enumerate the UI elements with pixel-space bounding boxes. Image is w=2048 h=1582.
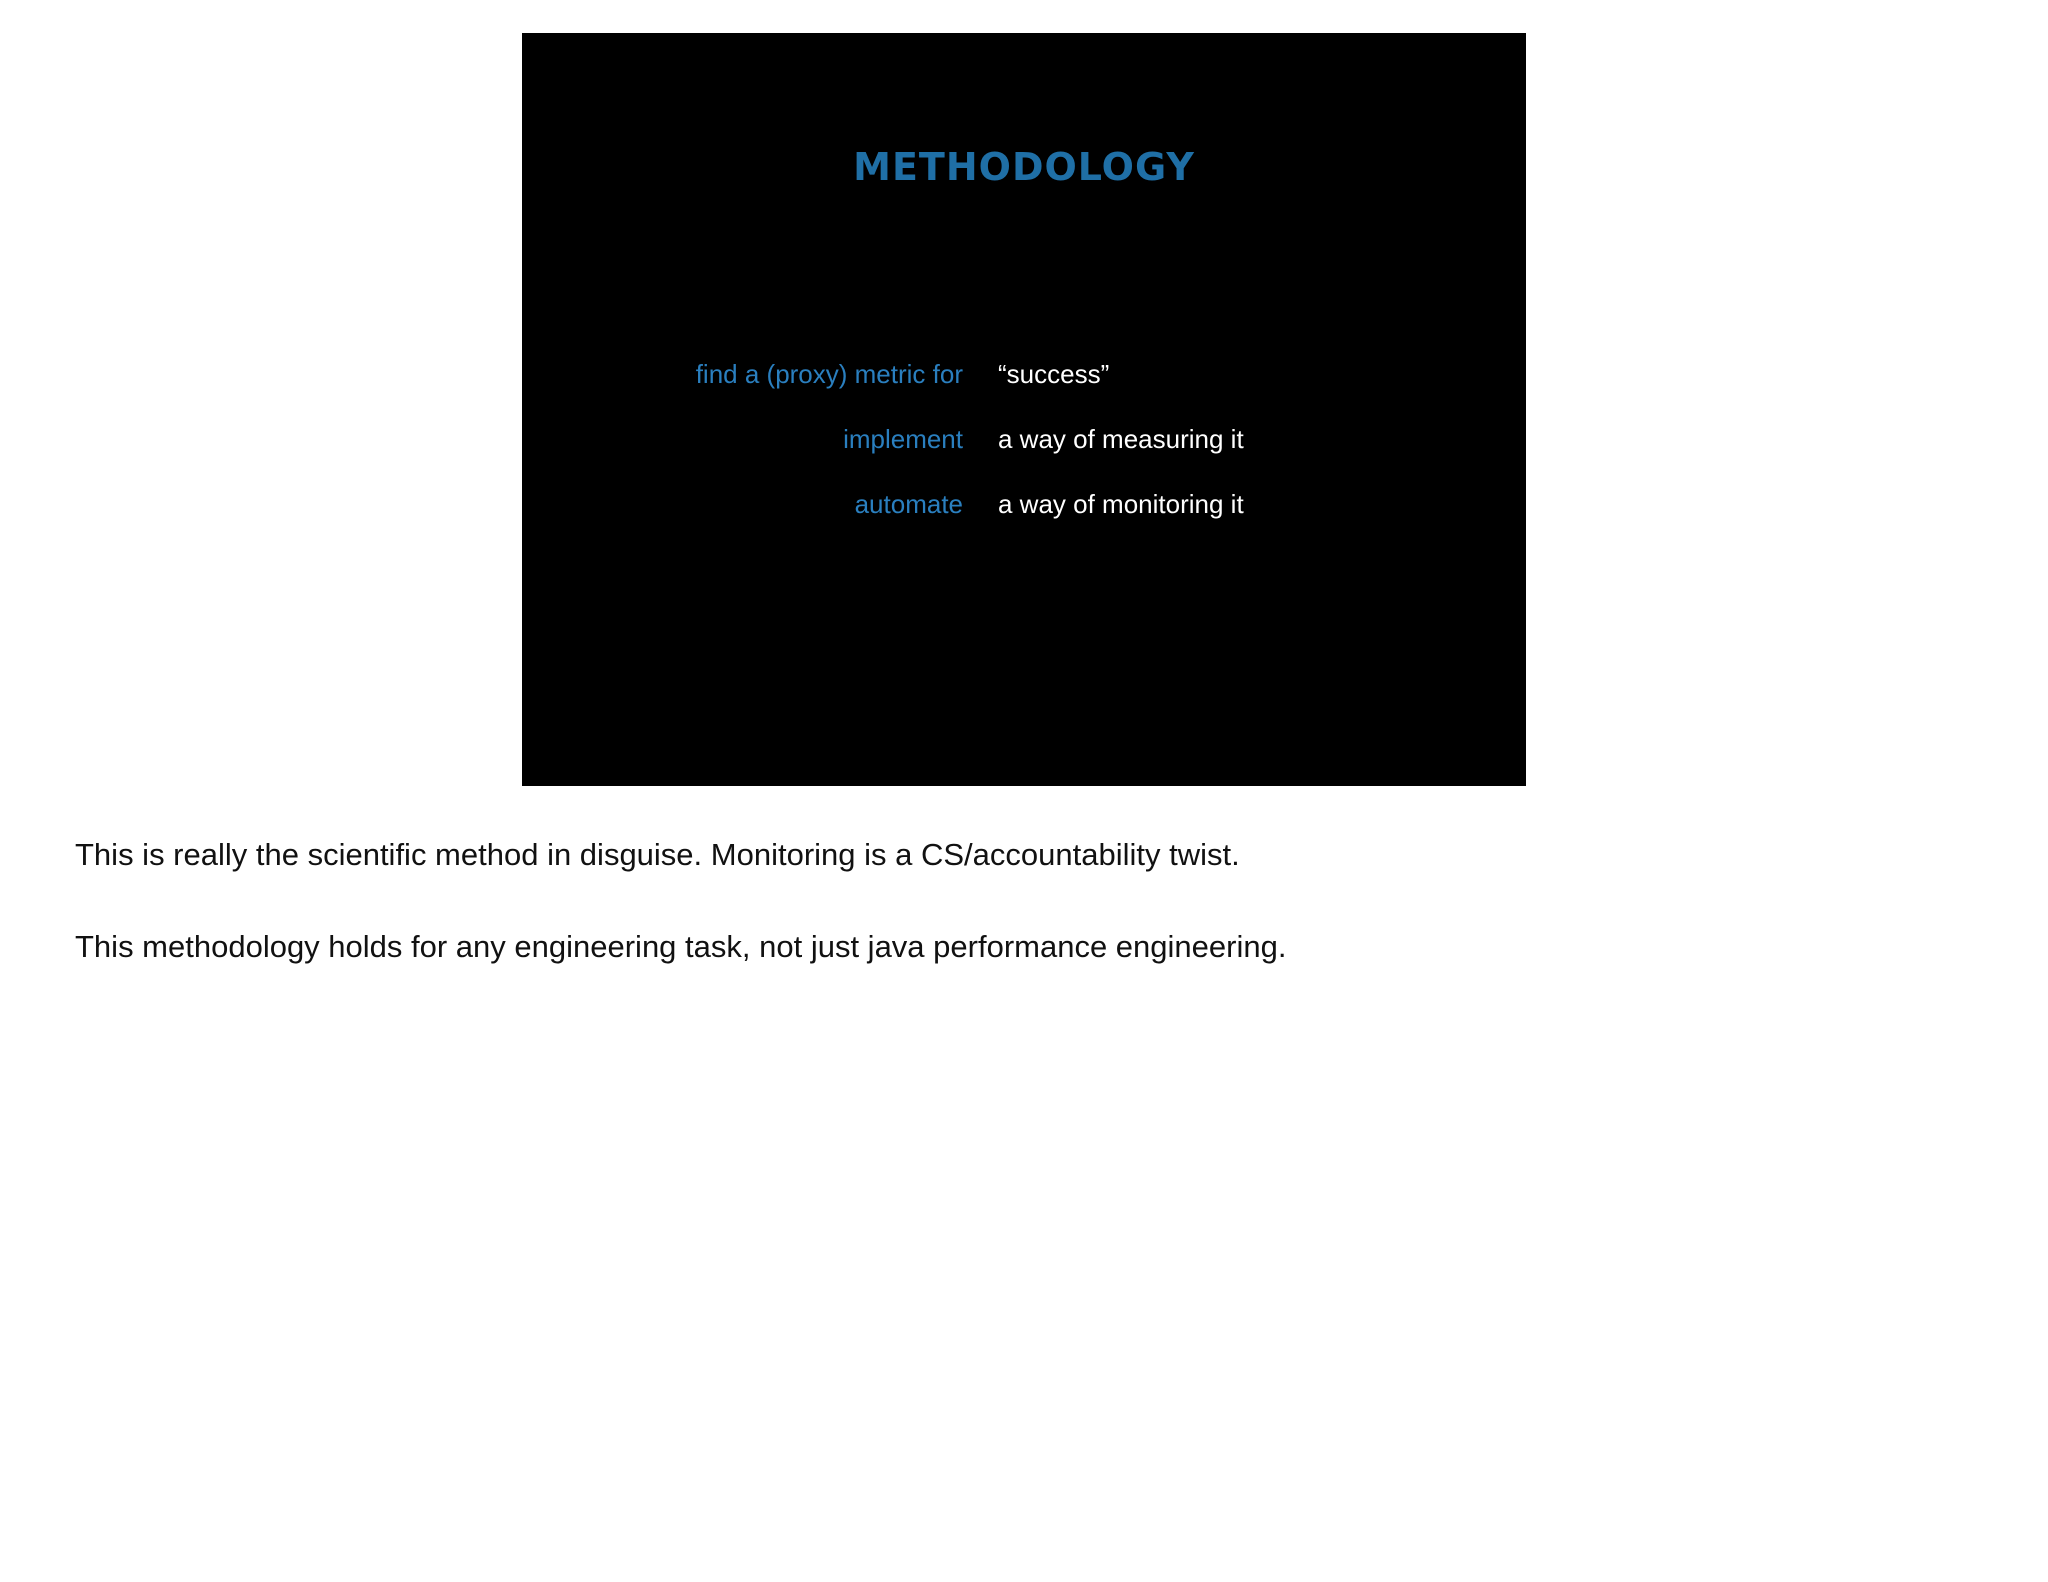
methodology-step-value: “success”: [998, 359, 1110, 389]
methodology-row: [522, 359, 1526, 424]
methodology-step-label: implement: [843, 424, 963, 454]
methodology-row: [522, 424, 1526, 489]
speaker-notes: [75, 837, 1975, 1021]
slide: [522, 33, 1526, 786]
methodology-step-value: a way of measuring it: [998, 424, 1244, 454]
speaker-note: This is really the scientific method in disguise. Monitoring is a CS/accountability twist.: [75, 837, 1240, 872]
methodology-step-label: find a (proxy) metric for: [695, 359, 963, 389]
methodology-step-value: a way of monitoring it: [998, 489, 1244, 519]
methodology-step-label: automate: [854, 489, 963, 519]
methodology-list: [522, 359, 1526, 554]
speaker-note: This methodology holds for any engineering task, not just java performance engineering.: [75, 929, 1287, 964]
slide-title: METHODOLOGY: [853, 145, 1195, 189]
methodology-row: [522, 489, 1526, 554]
